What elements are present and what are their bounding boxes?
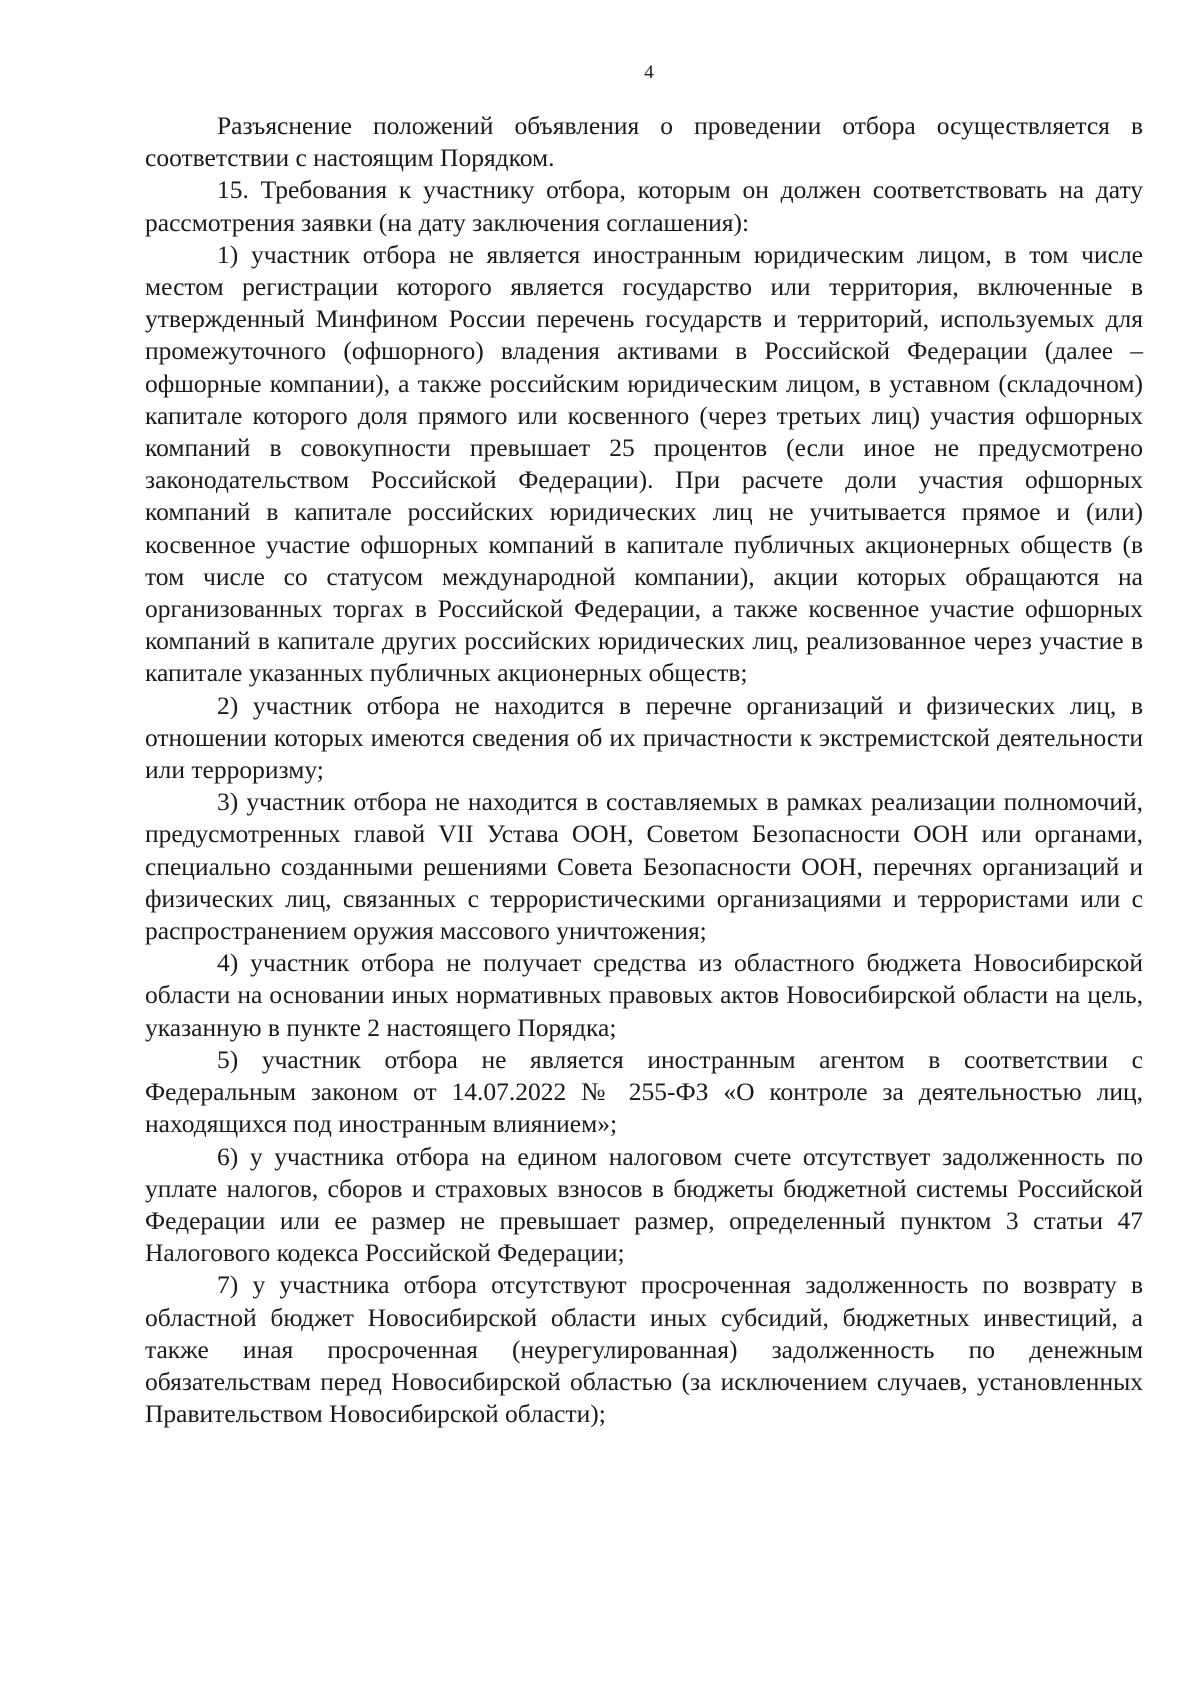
paragraph-requirement-6: 6) у участника отбора на едином налоговом счете отсутствует задолженность по уплате налогов, сборов и страховых взносов в бюджеты бюджетной системы Российской Федерации или ее размер не превышает размер, определенный пунктом 3 статьи 47 Налогового кодекса Российской Федерации;	[145, 1141, 1143, 1268]
paragraph-requirements-intro: 15. Требования к участнику отбора, которым он должен соответствовать на дату рассмотрения заявки (на дату заключения соглашения):	[145, 175, 1143, 237]
document-page	[145, 62, 1143, 1430]
paragraph-requirement-5: 5) участник отбора не является иностранным агентом в соответствии с Федеральным законом от 14.07.2022 № 255-ФЗ «О контроле за деятельностью лиц, находящихся под иностранным влиянием»;	[145, 1044, 1143, 1139]
paragraph-clarification: Разъяснение положений объявления о проведении отбора осуществляется в соответствии с настоящим Порядком.	[145, 111, 1143, 173]
paragraph-requirement-2: 2) участник отбора не находится в перечне организаций и физических лиц, в отношении которых имеются сведения об их причастности к экстремистской деятельности или терроризму;	[145, 690, 1143, 785]
paragraph-requirement-3: 3) участник отбора не находится в составляемых в рамках реализации полномочий, предусмотренных главой VII Устава ООН, Советом Безопасности ООН или органами, специально созданными решениями Совета Безопасности ООН, перечнях организаций и физических лиц, связанных с террористическими организациями и террористами или с распространением оружия массового уничтожения;	[145, 787, 1143, 946]
paragraph-requirement-1: 1) участник отбора не является иностранным юридическим лицом, в том числе местом регистрации которого является государство или территория, включенные в утвержденный Минфином России перечень государств и территорий, используемых для промежуточного (офшорного) владения активами в Российской Федерации (далее – офшорные компании), а также российским юридическим лицом, в уставном (складочном) капитале которого доля прямого или косвенного (через третьих лиц) участия офшорных компаний в совокупности превышает 25 процентов (если иное не предусмотрено законодательством Российской Федерации). При расчете доли участия офшорных компаний в капитале российских юридических лиц не учитывается прямое и (или) косвенное участие офшорных компаний в капитале публичных акционерных обществ (в том числе со статусом международной компании), акции которых обращаются на организованных торгах в Российской Федерации, а также косвенное участие офшорных компаний в капитале других российских юридических лиц, реализованное через участие в капитале указанных публичных акционерных обществ;	[145, 239, 1143, 688]
paragraph-requirement-4: 4) участник отбора не получает средства из областного бюджета Новосибирской области на основании иных нормативных правовых актов Новосибирской области на цель, указанную в пункте 2 настоящего Порядка;	[145, 948, 1143, 1042]
page-number: 4	[644, 62, 654, 83]
paragraph-requirement-7: 7) у участника отбора отсутствуют просроченная задолженность по возврату в областной бюджет Новосибирской области иных субсидий, бюджетных инвестиций, а также иная просроченная (неурегулированная) задолженность по денежным обязательствам перед Новосибирской областью (за исключением случаев, установленных Правительством Новосибирской области);	[145, 1270, 1143, 1429]
